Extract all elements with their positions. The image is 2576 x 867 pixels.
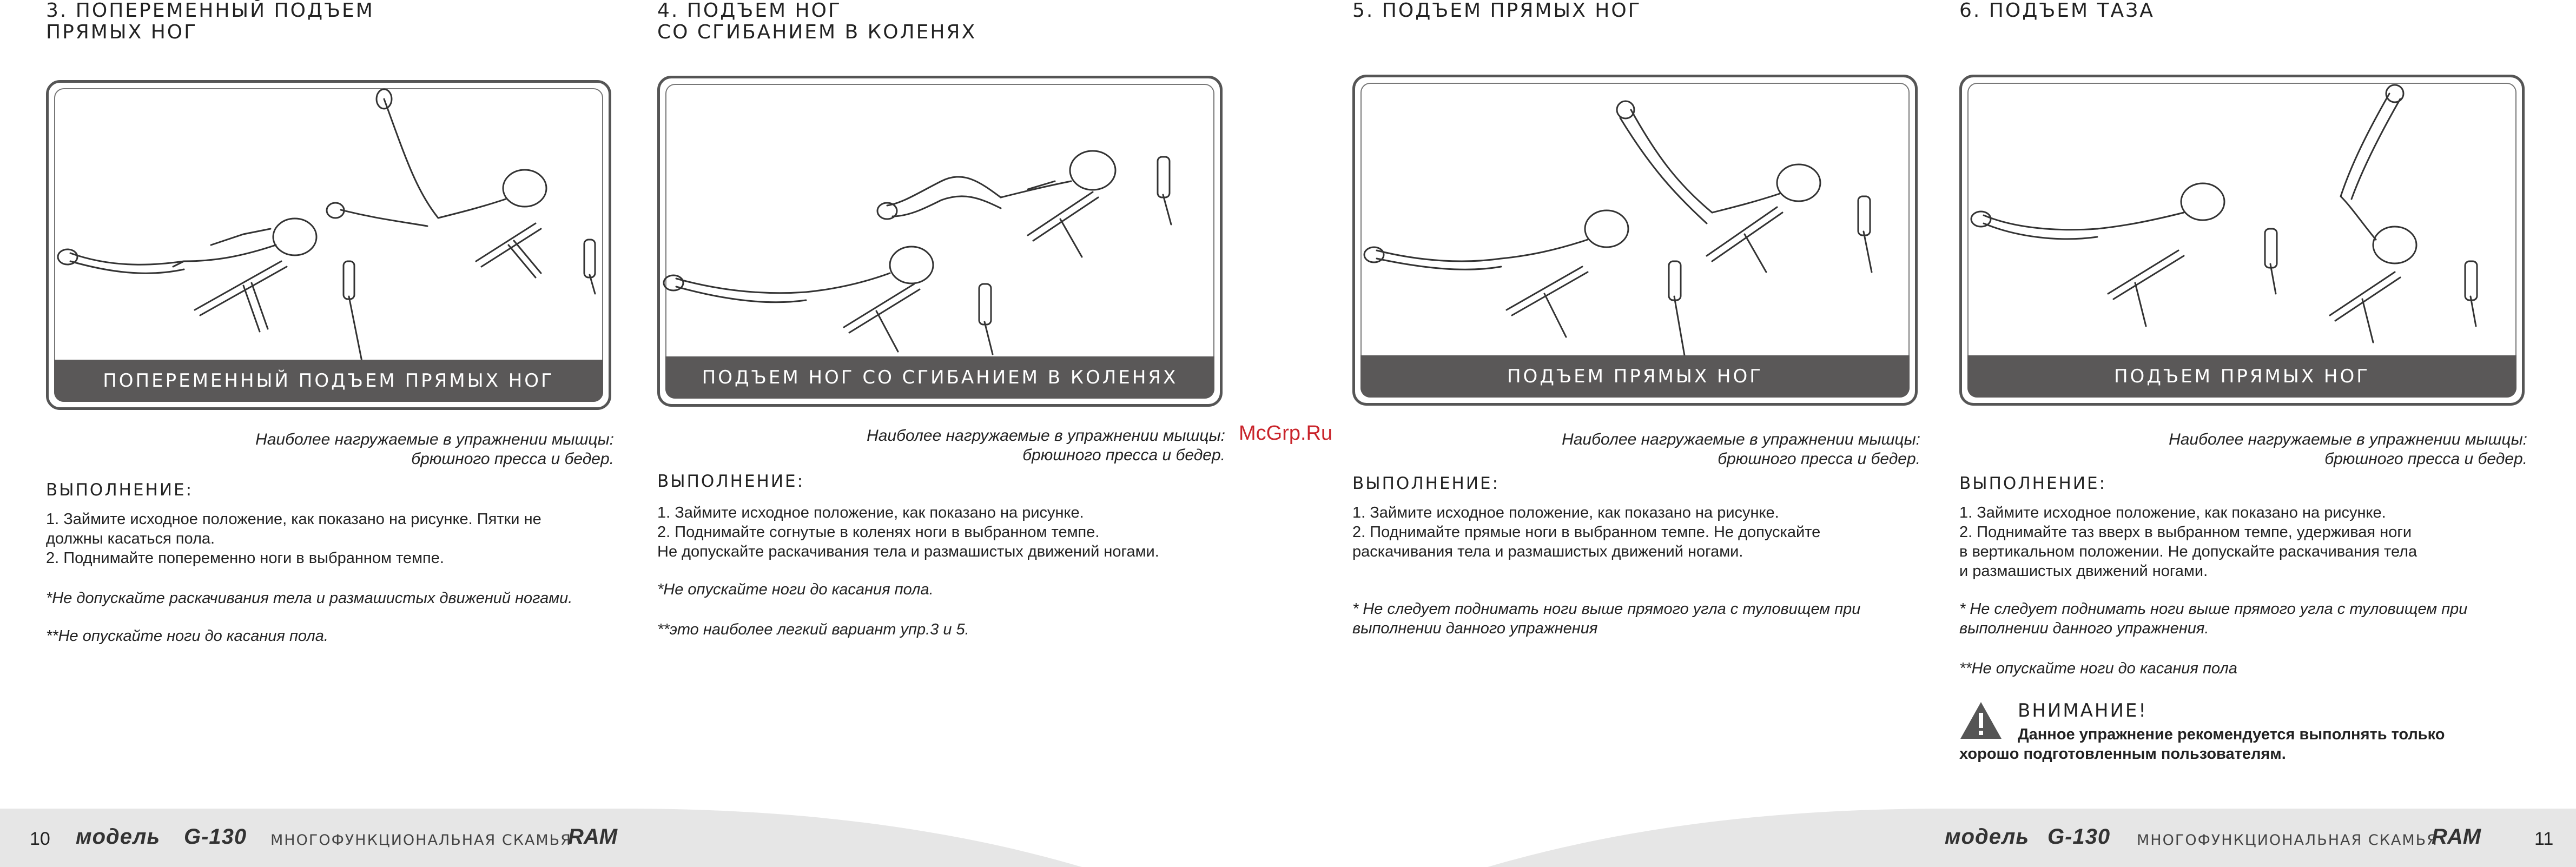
exercise-banner: ПОДЪЕМ НОГ СО СГИБАНИЕМ В КОЛЕНЯХ	[665, 356, 1214, 399]
model-label-left: модель	[76, 825, 161, 849]
exercise-title: 6. ПОДЪЕМ ТАЗА	[1959, 0, 2155, 22]
section-heading: ВЫПОЛНЕНИЕ:	[1352, 474, 1500, 493]
exercise-illustration	[1355, 77, 1918, 359]
note-1: * Не следует поднимать ноги выше прямого угла с туловищем при выполнении данного упражнения.	[1959, 600, 2468, 637]
exercise-illustration	[49, 83, 611, 364]
brand-logo-left: RAM	[568, 825, 618, 849]
watermark: McGrp.Ru	[1239, 422, 1333, 445]
note-2: **это наиболее легкий вариант упр.3 и 5.	[657, 621, 969, 638]
steps-list: 1. Займите исходное положение, как показано на рисунке. 2. Поднимайте согнутые в коленях ноги в выбранном темпе. Не допускайте раскачивания тела и размашистых движений ногами.	[657, 504, 1159, 560]
model-code-right: G-130	[2047, 825, 2111, 849]
illustration-frame	[1959, 75, 2525, 406]
muscles-note: Наиболее нагружаемые в упражнении мышцы: брюшного пресса и бедер.	[867, 427, 1225, 464]
brand-logo-right: RAM	[2432, 825, 2481, 849]
note-1: *Не допускайте раскачивания тела и размашистых движений ногами.	[46, 590, 573, 607]
page-number-left: 10	[30, 829, 50, 849]
steps-list: 1. Займите исходное положение, как показано на рисунке. 2. Поднимайте прямые ноги в выбранном темпе. Не допускайте раскачивания тела и размашистых движений ногами.	[1352, 504, 1821, 560]
section-heading: ВЫПОЛНЕНИЕ:	[1959, 474, 2107, 493]
page-number-right: 11	[2534, 829, 2554, 849]
steps-list: 1. Займите исходное положение, как показано на рисунке. 2. Поднимайте таз вверх в выбранном темпе, удерживая ноги в вертикальном положении. Не допускайте раскачивания тела и размашистых движений ногами.	[1959, 504, 2418, 580]
model-code-left: G-130	[184, 825, 247, 849]
warning-text: Данное упражнение рекомендуется выполнять только хорошо подготовленным пользователям.	[1959, 726, 2445, 763]
exercise-title: 5. ПОДЪЕМ ПРЯМЫХ НОГ	[1352, 0, 1642, 22]
illustration-frame	[1352, 75, 1918, 406]
illustration-frame	[657, 76, 1223, 407]
exercise-banner: ПОДЪЕМ ПРЯМЫХ НОГ	[1967, 355, 2516, 398]
muscles-note: Наиболее нагружаемые в упражнении мышцы: брюшного пресса и бедер.	[255, 431, 614, 468]
steps-list: 1. Займите исходное положение, как показано на рисунке. Пятки не должны касаться пола. 2. Поднимайте попеременно ноги в выбранном темпе.	[46, 511, 541, 567]
exercise-illustration	[660, 78, 1223, 360]
footer-subtitle-right: МНОГОФУНКЦИОНАЛЬНАЯ СКАМЬЯ	[2137, 832, 2438, 849]
warning-title: ВНИМАНИЕ!	[2018, 700, 2148, 722]
exercise-title: 3. ПОПЕРЕМЕННЫЙ ПОДЪЕМ ПРЯМЫХ НОГ	[46, 0, 374, 43]
section-heading: ВЫПОЛНЕНИЕ:	[657, 472, 805, 491]
model-label-right: модель	[1945, 825, 2030, 849]
illustration-frame	[46, 80, 611, 410]
note-2: **Не опускайте ноги до касания пола	[1959, 660, 2237, 677]
section-heading: ВЫПОЛНЕНИЕ:	[46, 480, 194, 500]
exercise-illustration	[1962, 77, 2525, 359]
note-1: * Не следует поднимать ноги выше прямого угла с туловищем при выполнении данного упражнения	[1352, 600, 1861, 637]
note-1: *Не опускайте ноги до касания пола.	[657, 581, 934, 598]
exercise-banner: ПОПЕРЕМЕННЫЙ ПОДЪЕМ ПРЯМЫХ НОГ	[54, 360, 603, 402]
muscles-note: Наиболее нагружаемые в упражнении мышцы: брюшного пресса и бедер.	[1562, 431, 1920, 468]
footer-subtitle-left: МНОГОФУНКЦИОНАЛЬНАЯ СКАМЬЯ	[270, 832, 572, 849]
exercise-banner: ПОДЪЕМ ПРЯМЫХ НОГ	[1360, 355, 1910, 398]
exercise-title: 4. ПОДЪЕМ НОГ СО СГИБАНИЕМ В КОЛЕНЯХ	[657, 0, 977, 43]
muscles-note: Наиболее нагружаемые в упражнении мышцы: брюшного пресса и бедер.	[2169, 431, 2527, 468]
note-2: **Не опускайте ноги до касания пола.	[46, 627, 328, 645]
